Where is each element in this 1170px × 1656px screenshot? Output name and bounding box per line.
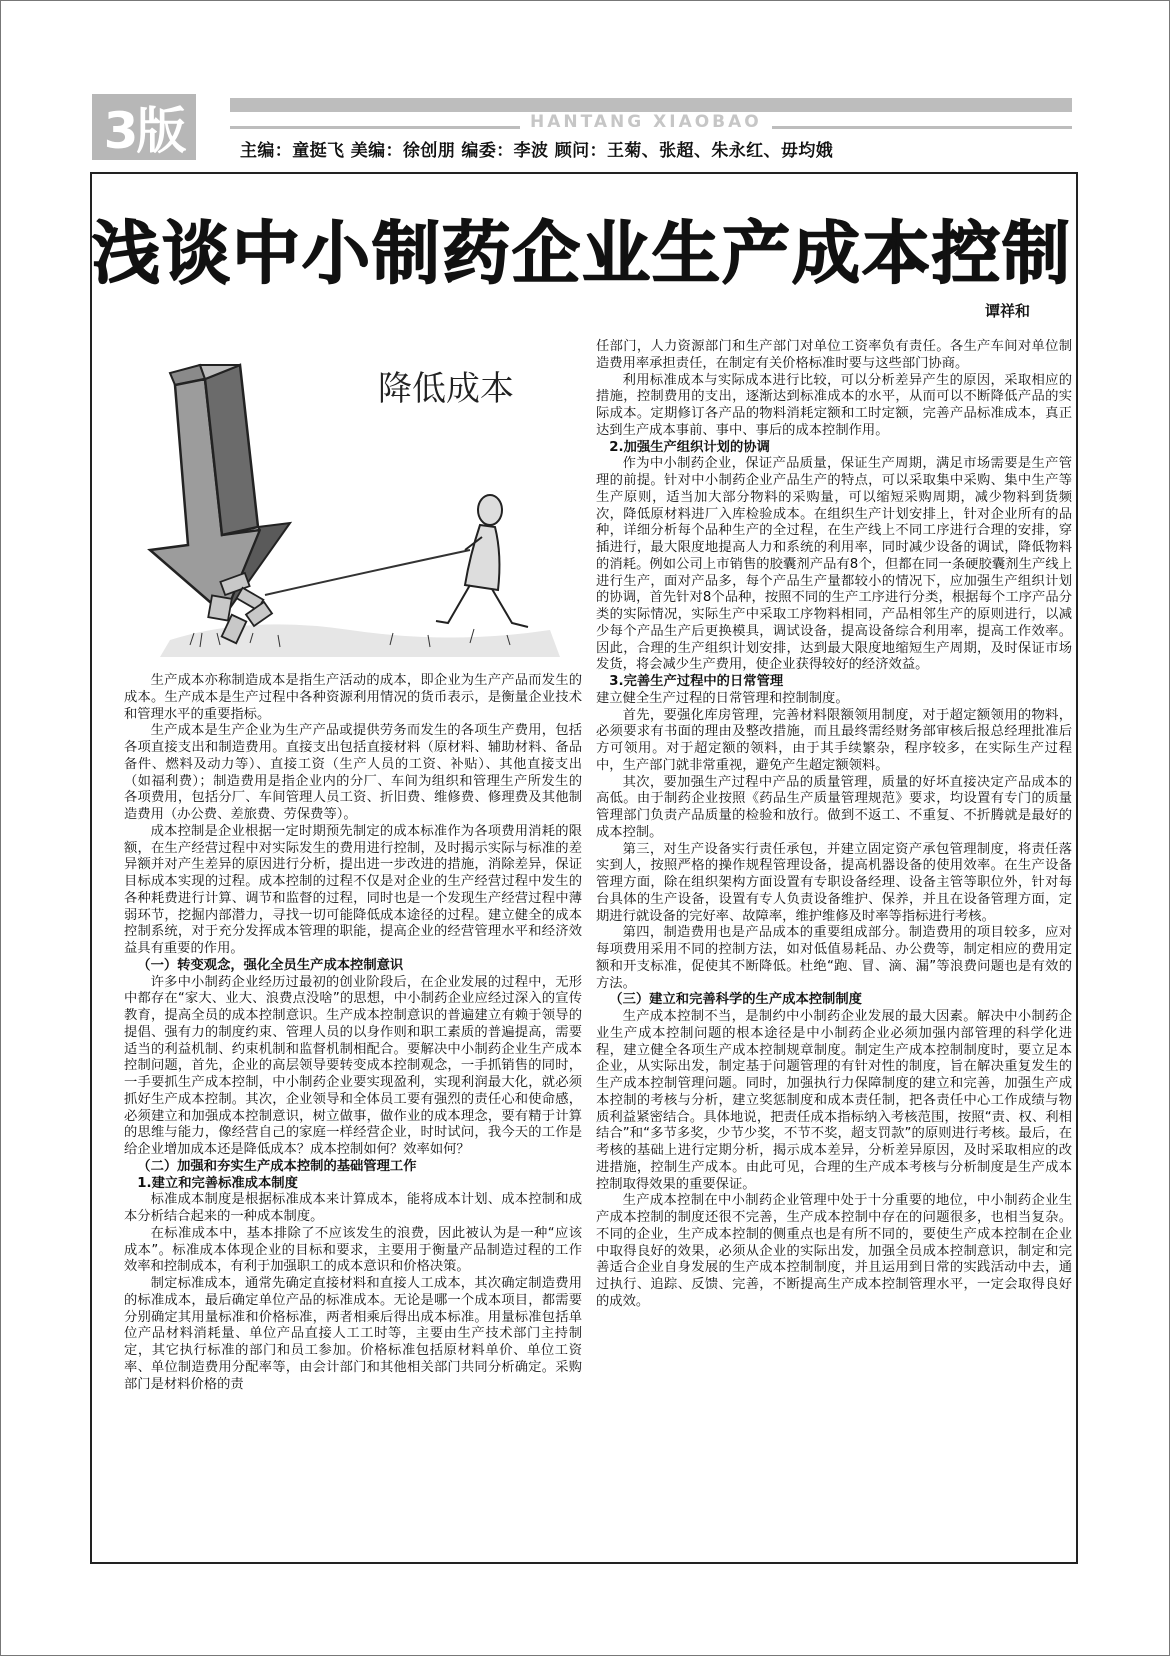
article-paragraph: 利用标准成本与实际成本进行比较，可以分析差异产生的原因，采取相应的措施，控制费用的支出，逐渐达到标准成本的水平，从而可以不断降低产品的实际成本。定期修订各产品的物料消耗定额和工时定额，完善产品标准成本，真正达到生产成本事前、事中、事后的成本控制作用。	[596, 372, 1072, 438]
article-column-left	[124, 673, 582, 1393]
article-paragraph: 在标准成本中，基本排除了不应该发生的浪费，因此被认为是一种“应该成本”。标准成本体现企业的目标和要求，主要用于衡量产品制造过程的工作效率和控制成本，有利于加强职工的成本意识和价格决策。	[124, 1225, 582, 1275]
masthead-bar	[230, 98, 1072, 112]
article-column-right	[596, 339, 1072, 1311]
article-paragraph: 第四，制造费用也是产品成本的重要组成部分。制造费用的项目较多，应对每项费用采用不同的控制方法，如对低值易耗品、办公费等，制定相应的费用定额和开支标准，促使其不断降低。杜绝“跑、冒、滴、漏”等浪费问题也是有效的方法。	[596, 925, 1072, 991]
article-paragraph: 生产成本亦称制造成本是指生产活动的成本，即企业为生产产品而发生的成本。生产成本是生产过程中各种资源利用情况的货币表示，是衡量企业技术和管理水平的重要指标。	[124, 673, 582, 722]
article-paragraph: 作为中小制药企业，保证产品质量，保证生产周期，满足市场需要是生产管理的前提。针对中小制药企业产品生产的特点，可以采取集中采购、集中生产等生产原则，适当加大部分物料的采购量，可以缩短采购周期，减少物料到货频次，降低原材料进厂入库检验成本。在组织生产计划安排上，针对企业所有的品种，详细分析每个品种生产的全过程，在生产线上不同工序进行合理的安排，穿插进行，最大限度地提高人力和系统的利用率，同时减少设备的调试，降低物料的消耗。例如公司上市销售的胶囊剂产品有8个，但都在同一条硬胶囊剂生产线上进行生产，面对产品多，每个产品生产量都较小的情况下，应加强生产组织计划的协调，首先针对8个品种，按照不同的生产工序进行分类，根据每个工序产品分类的实际情况，实际生产中采取工序物料相同，产品相邻生产的原则进行，以减少每个产品生产后更换模具，调试设备，提高设备综合利用率，提高工作效率。因此，合理的生产组织计划安排，达到最大限度地缩短生产周期，及时保证市场发货，将会减少生产费用，使企业获得较好的经济效益。	[596, 456, 1072, 673]
illustration-caption: 降低成本	[378, 369, 514, 409]
section-heading: （一）转变观念，强化全员生产成本控制意识	[137, 957, 404, 973]
editor-credits: 主编：童挺飞 美编：徐创朋 编委：李波 顾问：王菊、张超、朱永红、毋均娥	[240, 141, 834, 161]
section-heading: 1.建立和完善标准成本制度	[137, 1175, 298, 1191]
article-paragraph: 生产成本是生产企业为生产产品或提供劳务而发生的各项生产费用，包括各项直接支出和制造费用。直接支出包括直接材料（原材料、辅助材料、备品备件、燃料及动力等）、直接工资（生产人员的工资、补贴）、其他直接支出（如福利费）；制造费用是指企业内的分厂、车间为组织和管理生产所发生的各项费用，包括分厂、车间管理人员工资、折旧费、维修费、修理费及其他制造费用（办公费、差旅费、劳保费等）。	[124, 723, 582, 822]
section-heading: （二）加强和夯实生产成本控制的基础管理工作	[137, 1158, 417, 1174]
article-paragraph: 首先，要强化库房管理，完善材料限额领用制度，对于超定额领用的物料，必须要求有书面的理由及整改措施，而且最终需经财务部审核后报总经理批准后方可领用。对于超定额的领料，由于其手续繁杂，程序较多，在实际生产过程中，生产部门就非常重视，避免产生超定额领料。	[596, 707, 1072, 773]
article-author: 谭祥和	[985, 302, 1031, 320]
article-title: 浅谈中小制药企业生产成本控制	[91, 215, 1072, 294]
article-paragraph: 制定标准成本，通常先确定直接材料和直接人工成本，其次确定制造费用的标准成本，最后确定单位产品的标准成本。无论是哪一个成本项目，都需要分别确定其用量标准和价格标准，两者相乘后得出成本标准。用量标准包括单位产品材料消耗量、单位产品直接人工工时等，主要由生产技术部门主持制定，其它执行标准的部门和员工参加。价格标准包括原材料单价、单位工资率、单位制造费用分配率等，由会计部门和其他相关部门共同分析确定。采购部门是材料价格的责	[124, 1276, 582, 1392]
edition-label: 3版	[103, 102, 185, 160]
article-paragraph: 生产成本控制在中小制药企业管理中处于十分重要的地位，中小制药企业生产成本控制的制度还很不完善，生产成本控制中存在的问题很多，也相当复杂。不同的企业，生产成本控制的侧重点也是有所不同的，要使生产成本控制在企业中取得良好的效果，必须从企业的实际出发，加强全员成本控制意识，制定和完善适合企业自身发展的生产成本控制制度，并且运用到日常的实践活动中去，通过执行、追踪、反馈、完善，不断提高生产成本控制管理水平，一定会取得良好的成效。	[596, 1193, 1072, 1309]
article-paragraph: 生产成本控制不当，是制约中小制药企业发展的最大因素。解决中小制药企业生产成本控制问题的根本途径是中小制药企业必须加强内部管理的科学化进程，建立健全各项生产成本控制规章制度。制定生产成本控制制度时，要立足本企业，从实际出发，制定基于问题管理的有针对性的制度，旨在解决重复发生的生产成本控制管理问题。同时，加强执行力保障制度的建立和完善，加强生产成本控制的考核与分析，建立奖惩制度和成本责任制，把各责任中心工作成绩与物质利益紧密结合。具体地说，把责任成本指标纳入考核范围，按照“责、权、利相结合”和“多节多奖，少节少奖，不节不奖，超支罚款”的原则进行考核。最后，在考核的基础上进行定期分析，揭示成本差异，分析差异原因，及时采取相应的改进措施，控制生产成本。由此可见，合理的生产成本考核与分析制度是生产成本控制取得效果的重要保证。	[596, 1009, 1072, 1192]
section-heading: 3.完善生产过程中的日常管理	[609, 674, 784, 689]
section-heading: （三）建立和完善科学的生产成本控制制度	[609, 992, 862, 1008]
article-paragraph: 成本控制是企业根据一定时期预先制定的成本标准作为各项费用消耗的限额，在生产经营过程中对实际发生的费用进行控制，及时揭示实际与标准的差异额并对产生差异的原因进行分析，提出进一步改进的措施，消除差异，保证目标成本实现的过程。成本控制的过程不仅是对企业的生产经营过程中发生的各种耗费进行计算、调节和监督的过程，同时也是一个发现生产经营过程中薄弱环节，挖掘内部潜力，寻找一切可能降低成本途径的过程。建立健全的成本控制系统，对于充分发挥成本管理的职能，提高企业的经营管理水平和经济效益具有重要的作用。	[124, 823, 582, 956]
brand-text: HANTANG XIAOBAO	[520, 112, 772, 132]
article-paragraph: 第三，对生产设备实行责任承包，并建立固定资产承包管理制度，将责任落实到人，按照严格的操作规程管理设备，提高机器设备的使用效率。在生产设备管理方面，除在组织架构方面设置有专职设备经理、设备主管等职位外，针对每台具体的生产设备，设置有专人负责设备维护、保养，并且在设备管理方面，定期进行就设备的完好率、故障率，维护维修及时率等指标进行考核。	[596, 841, 1072, 924]
article-paragraph: 许多中小制药企业经历过最初的创业阶段后，在企业发展的过程中，无形中都存在“家大、业大、浪费点没啥”的思想，中小制药企业应经过深入的宣传教育，提高全员的成本控制意识。生产成本控制意识的普遍建立有赖于领导的提倡、强有力的制度约束、管理人员的以身作则和职工素质的普遍提高，需要适当的利益机制、约束机制和监督机制相配合。要解决中小制药企业生产成本控制问题，首先，企业的高层领导要转变成本控制观念，一手抓销售的同时，一手要抓生产成本控制，中小制药企业要实现盈利，实现利润最大化，就必须抓好生产成本控制。其次，企业领导和全体员工要有强烈的责任心和使命感，必须建立和加强成本控制意识，树立做事，做作业的成本理念，要有精于计算的思维与能力，像经营自己的家庭一样经营企业，时时试问，我今天的工作是给企业增加成本还是降低成本？成本控制如何？效率如何？	[124, 974, 582, 1157]
article-paragraph: 任部门，人力资源部门和生产部门对单位工资率负有责任。各生产车间对单位制造费用率承担责任，在制定有关价格标准时要与这些部门协商。	[596, 339, 1072, 371]
article-paragraph: 标准成本制度是根据标准成本来计算成本，能将成本计划、成本控制和成本分析结合起来的一种成本制度。	[124, 1192, 582, 1224]
section-heading: 2.加强生产组织计划的协调	[609, 439, 770, 455]
edition-badge	[92, 94, 196, 160]
article-paragraph: 建立健全生产过程的日常管理和控制制度。	[596, 690, 849, 706]
article-paragraph: 其次，要加强生产过程中产品的质量管理，质量的好坏直接决定产品成本的高低。由于制药企业按照《药品生产质量管理规范》要求，均设置有专门的质量管理部门负责产品质量的检验和放行。做到不返工、不重复、不折腾就是最好的成本控制。	[596, 774, 1072, 840]
cost-reduction-illustration	[130, 345, 578, 667]
